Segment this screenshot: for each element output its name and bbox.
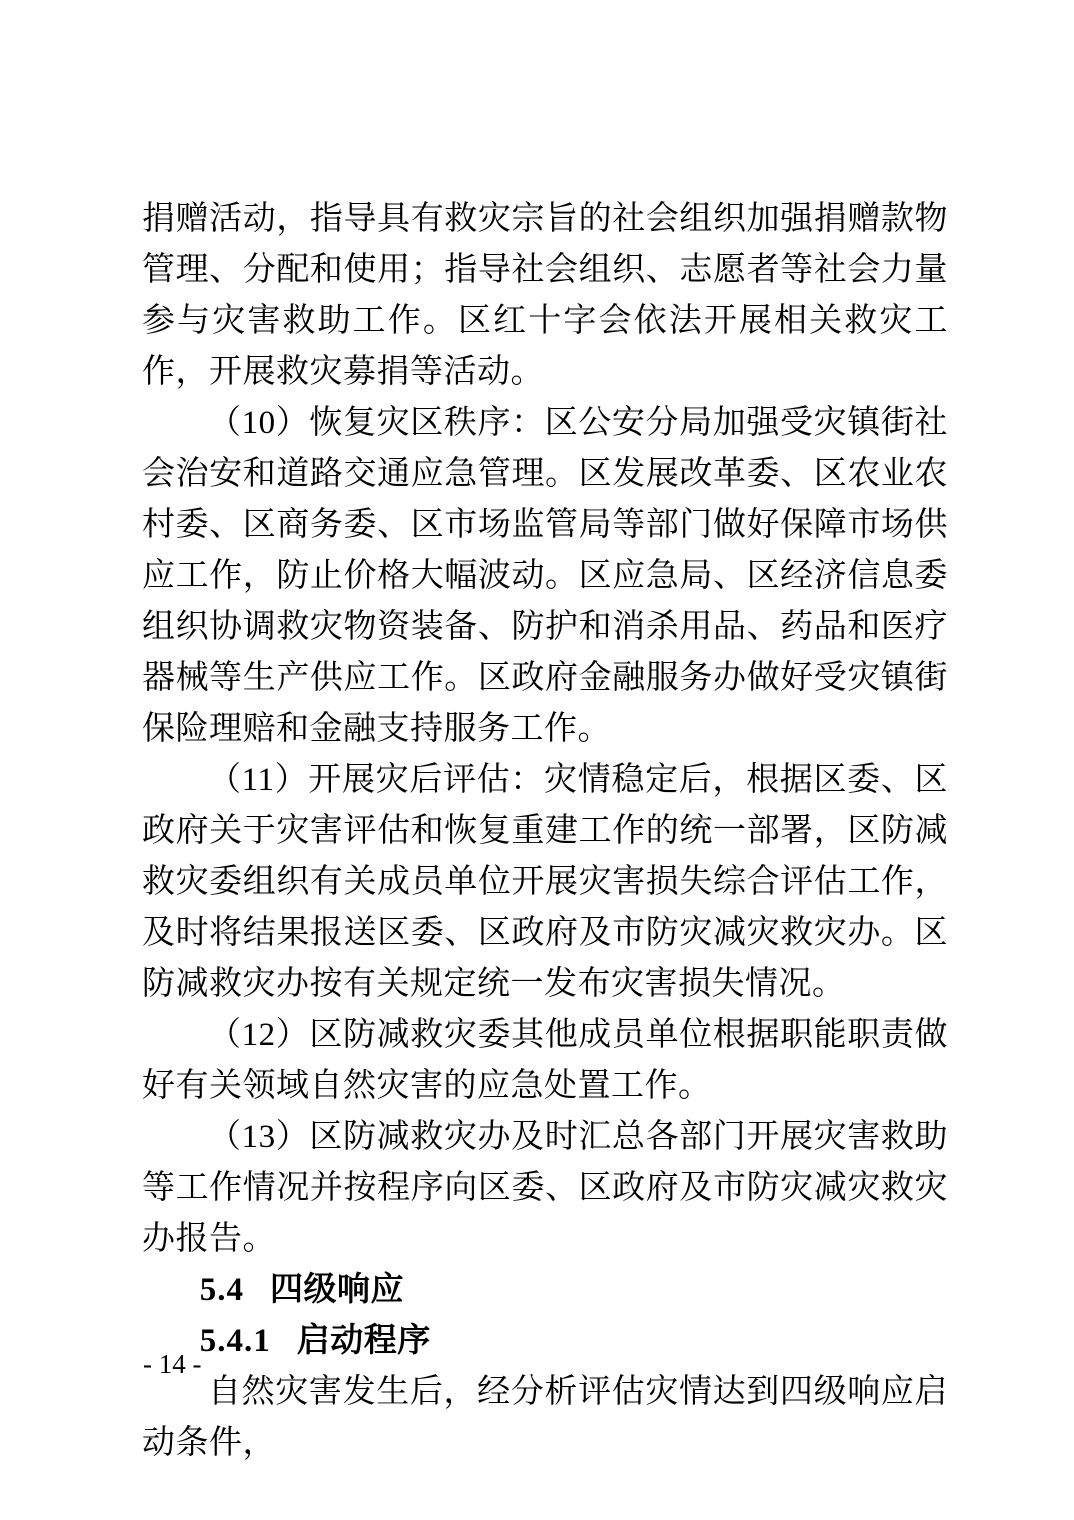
page-number: - 14 - [143,1349,202,1379]
subsection-number: 5.4.1 [199,1323,271,1359]
paragraph-startup-procedure: 自然灾害发生后，经分析评估灾情达到四级响应启动条件， [142,1374,948,1461]
paragraph-item-10: （10）恢复灾区秩序：区公安分局加强受灾镇街社会治安和道路交通应急管理。区发展改革委、区农业农村委、区商务委、区市场监管局等部门做好保障市场供应工作，防止价格大幅波动。区应急局、区经济信息委组织协调救灾物资装备、防护和消杀用品、药品和医疗器械等生产供应工作。区政府金融服务办做好受灾镇街保险理赔和金融支持服务工作。 [142,405,948,747]
paragraph-item-11: （11）开展灾后评估：灾情稳定后，根据区委、区政府关于灾害评估和恢复重建工作的统一部署，区防减救灾委组织有关成员单位开展灾害损失综合评估工作，及时将结果报送区委、区政府及市防灾减灾救灾办。区防减救灾办按有关规定统一发布灾害损失情况。 [142,762,948,1002]
paragraph-item-12: （12）区防减救灾委其他成员单位根据职能职责做好有关领域自然灾害的应急处置工作。 [142,1017,948,1104]
subsection-heading-5-4-1 [142,1316,948,1367]
paragraph-carryover: 捐赠活动，指导具有救灾宗旨的社会组织加强捐赠款物管理、分配和使用；指导社会组织、志愿者等社会力量参与灾害救助工作。区红十字会依法开展相关救灾工作，开展救灾募捐等活动。 [142,201,948,390]
subsection-title: 启动程序 [296,1323,431,1359]
section-heading-5-4 [142,1265,948,1316]
section-number: 5.4 [199,1272,244,1308]
paragraph-item-13: （13）区防减救灾办及时汇总各部门开展灾害救助等工作情况并按程序向区委、区政府及市防灾减灾救灾办报告。 [142,1119,948,1257]
section-title: 四级响应 [270,1272,404,1308]
document-body [142,194,948,1469]
